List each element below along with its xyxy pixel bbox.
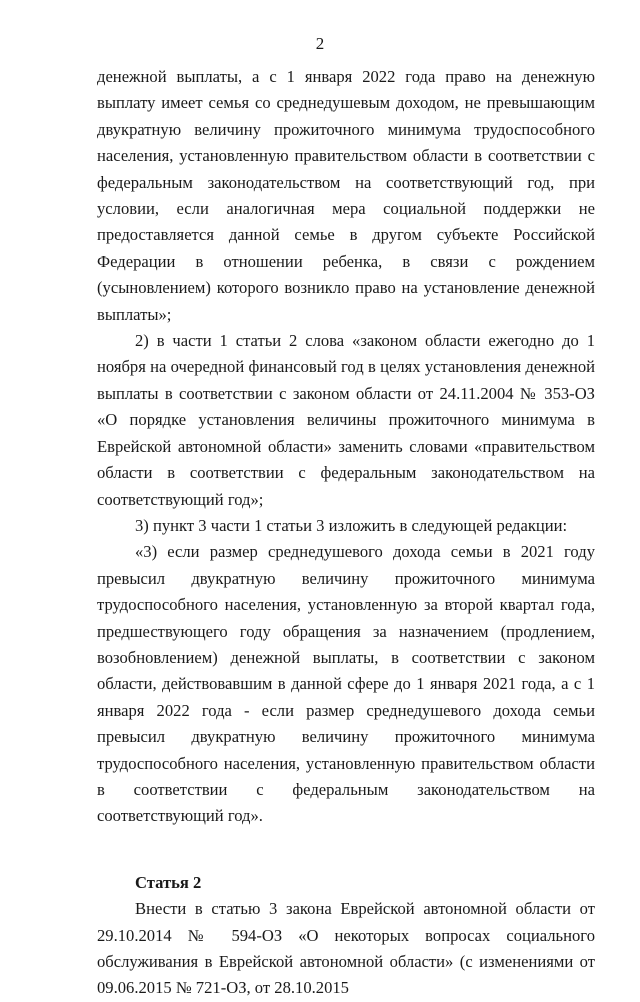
paragraph-continuation: денежной выплаты, а с 1 января 2022 года право на денежную выплату имеет семья со среднедушевым доходом, не превышающим двукратную величину прожиточного минимума трудоспособного населения, установленную правительством области в соответствии с федеральным законодательством на соответствующий год, при условии, если аналогичная мера социальной поддержки не предоставляется данной семье в другом субъекте Российской Федерации в отношении ребенка, в связи с рождением (усыновлением) которого возникло право на установление денежной выплаты»; (97, 67, 595, 324)
document-body (97, 64, 595, 1002)
page-number: 2 (315, 34, 325, 53)
article-heading: Статья 2 (135, 872, 202, 892)
paragraph-item-3: 3) пункт 3 части 1 статьи 3 изложить в следующей редакции: (135, 515, 568, 535)
section-spacer (97, 830, 595, 856)
paragraph-item-2: 2) в части 1 статьи 2 слова «законом области ежегодно до 1 ноября на очередной финансовый год в целях установления денежной выплаты в соответствии с законом области от 24.11.2004 № 353-ОЗ «О порядке установления величины прожиточного минимума в Еврейской автономной области» заменить словами «правительством области в соответствии с федеральным законодательством на соответствующий год»; (97, 331, 595, 509)
article-text: Внести в статью 3 закона Еврейской автономной области от 29.10.2014 № 594-ОЗ «О некоторых вопросах социального обслуживания в Еврейской автономной области» (с изменениями от 09.06.2015 № 721-ОЗ, от 28.10.2015 (97, 899, 595, 998)
paragraph-quoted-item-3: «3) если размер среднедушевого дохода семьи в 2021 году превысил двукратную величину прожиточного минимума трудоспособного населения, установленную за второй квартал года, предшествующего году обращения за назначением (продлением, возобновлением) денежной выплаты, в соответствии с законом области, действовавшим в данной сфере до 1 января 2021 года, а с 1 января 2022 года - если размер среднедушевого дохода семьи превысил двукратную величину прожиточного минимума трудоспособного населения, установленную правительством области в соответствии с федеральным законодательством на соответствующий год». (97, 542, 595, 826)
